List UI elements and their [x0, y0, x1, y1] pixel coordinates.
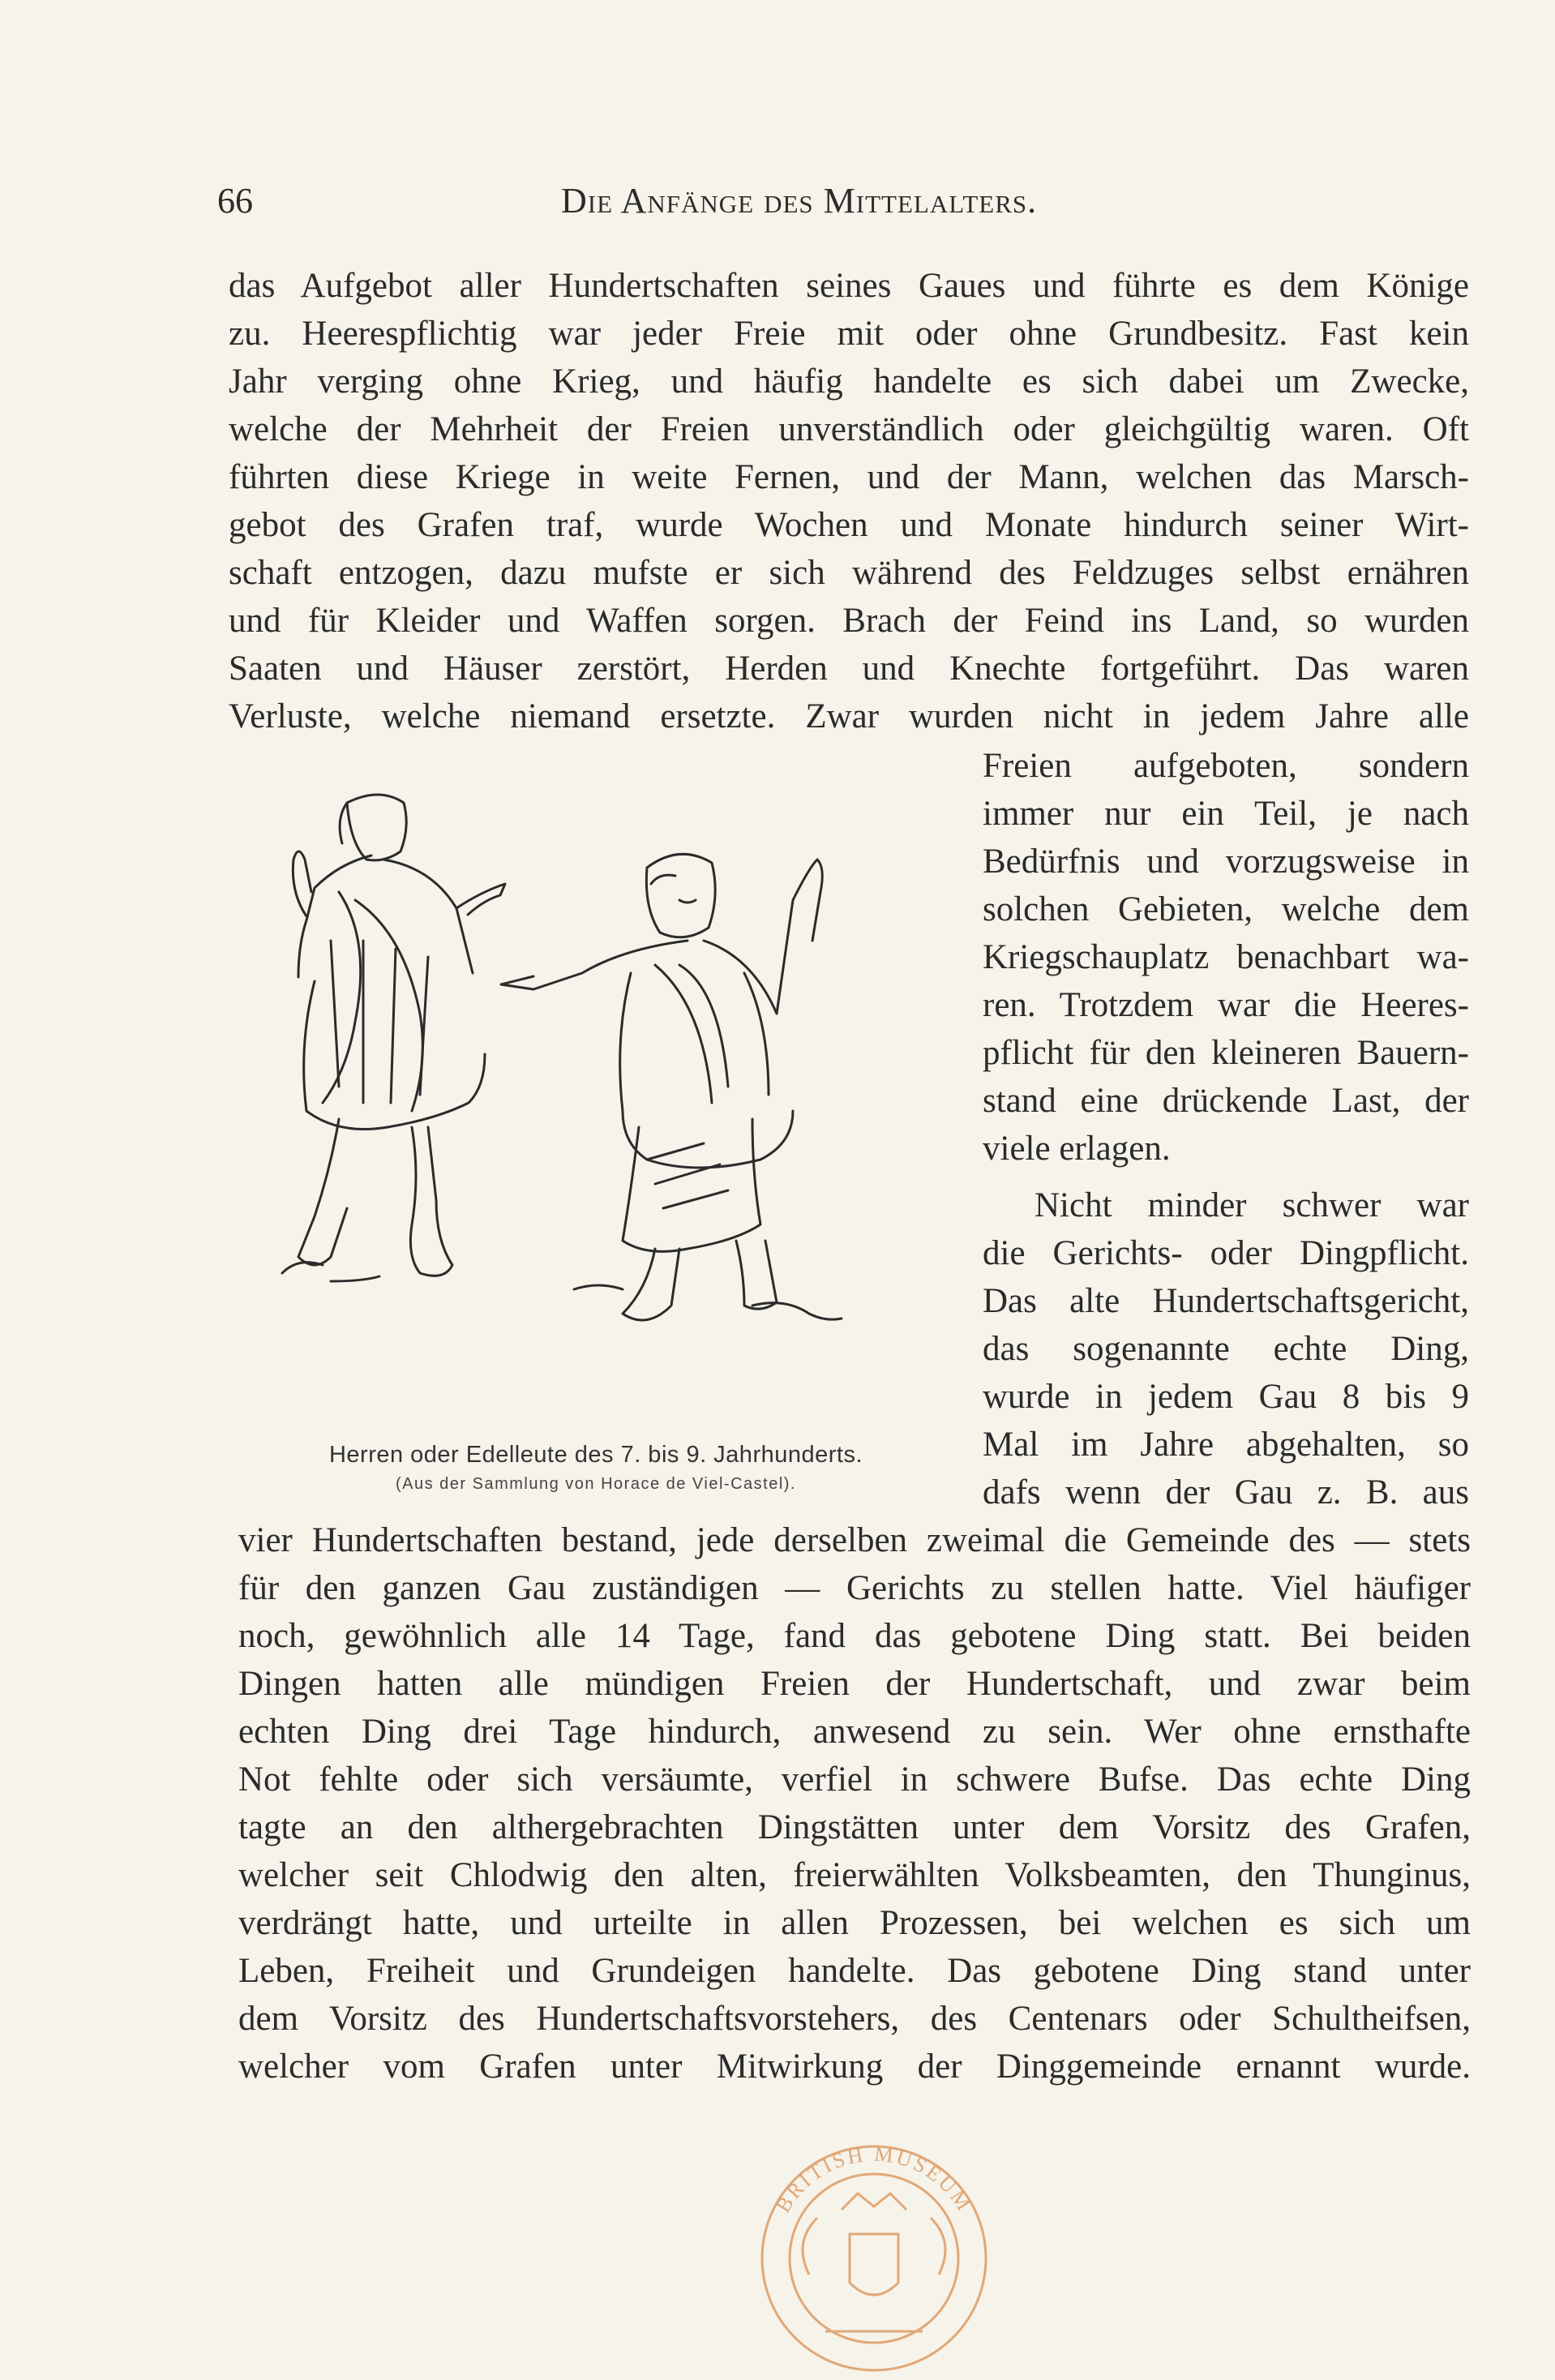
running-title: Die Anfänge des Mittelalters. — [561, 181, 1038, 221]
column-line: pflicht für den kleineren Bauern- — [983, 1034, 1469, 1072]
stamp-text: BRITISH MUSEUM — [771, 2142, 977, 2217]
column-line: Mal im Jahre abgehalten, so — [983, 1426, 1469, 1464]
column-line: wurde in jedem Gau 8 bis 9 — [983, 1378, 1469, 1416]
column-line: Bedürfnis und vorzugsweise in — [983, 843, 1469, 881]
column-line: immer nur ein Teil, je nach — [983, 795, 1469, 833]
body-line: welche der Mehrheit der Freien unverständlich oder gleichgültig waren. Oft — [229, 410, 1469, 448]
column-line: das sogenannte echte Ding, — [983, 1330, 1469, 1368]
column-line: ren. Trotzdem war die Heeres- — [983, 986, 1469, 1024]
right-figure — [501, 854, 842, 1320]
page-number: 66 — [217, 181, 253, 221]
body-line: gebot des Grafen traf, wurde Wochen und Monate hindurch seiner Wirt- — [229, 506, 1469, 544]
column-line: Freien aufgeboten, sondern — [983, 747, 1469, 785]
body-line: welcher vom Grafen unter Mitwirkung der Dinggemeinde ernannt wurde. — [238, 2048, 1471, 2086]
body-line: zu. Heerespflichtig war jeder Freie mit oder ohne Grundbesitz. Fast kein — [229, 315, 1469, 353]
body-line: verdrängt hatte, und urteilte in allen Prozessen, bei welchen es sich um — [238, 1904, 1471, 1942]
body-line: und für Kleider und Waffen sorgen. Brach der Feind ins Land, so wurden — [229, 602, 1469, 640]
body-line: Leben, Freiheit und Grundeigen handelte. Das gebotene Ding stand unter — [238, 1952, 1471, 1990]
body-line: Jahr verging ohne Krieg, und häufig handelte es sich dabei um Zwecke, — [229, 362, 1469, 401]
body-line: für den ganzen Gau zuständigen — Gerichts zu stellen hatte. Viel häufiger — [238, 1569, 1471, 1607]
column-line: Das alte Hundertschaftsgericht, — [983, 1282, 1469, 1320]
body-line: führten diese Kriege in weite Fernen, und der Mann, welchen das Marsch- — [229, 458, 1469, 496]
body-line: dem Vorsitz des Hundertschaftsvorstehers, des Centenars oder Schultheifsen, — [238, 2000, 1471, 2038]
body-line: tagte an den althergebrachten Dingstätten unter dem Vorsitz des Grafen, — [238, 1808, 1471, 1846]
body-line: noch, gewöhnlich alle 14 Tage, fand das gebotene Ding statt. Bei beiden — [238, 1617, 1471, 1655]
body-line: Verluste, welche niemand ersetzte. Zwar wurden nicht in jedem Jahre alle — [229, 697, 1469, 735]
column-line: dafs wenn der Gau z. B. aus — [983, 1473, 1469, 1512]
body-line: welcher seit Chlodwig den alten, freierwählten Volksbeamten, den Thunginus, — [238, 1856, 1471, 1894]
body-line: vier Hundertschaften bestand, jede derselben zweimal die Gemeinde des — stets — [238, 1521, 1471, 1559]
body-line: Not fehlte oder sich versäumte, verfiel in schwere Bufse. Das echte Ding — [238, 1760, 1471, 1799]
caption-main: Herren oder Edelleute des 7. bis 9. Jahrhunderts. — [328, 1442, 863, 1468]
caption-source: (Aus der Sammlung von Horace de Viel-Castel). — [396, 1475, 796, 1493]
figure-illustration — [250, 778, 963, 1411]
column-line: die Gerichts- oder Dingpflicht. — [983, 1234, 1469, 1272]
figure-caption — [243, 1442, 949, 1494]
library-stamp-icon — [744, 2137, 1004, 2380]
column-line: stand eine drückende Last, der — [983, 1082, 1469, 1120]
body-line: Saaten und Häuser zerstört, Herden und Knechte fortgeführt. Das waren — [229, 650, 1469, 688]
page-header — [217, 180, 1174, 229]
left-figure — [282, 795, 505, 1281]
body-line: Dingen hatten alle mündigen Freien der Hundertschaft, und zwar beim — [238, 1665, 1471, 1703]
column-line: viele erlagen. — [983, 1130, 1171, 1168]
column-line: solchen Gebieten, welche dem — [983, 890, 1469, 928]
column-line: Kriegschauplatz benachbart wa- — [983, 938, 1469, 976]
body-line: schaft entzogen, dazu mufste er sich während des Feldzuges selbst ernähren — [229, 554, 1469, 592]
body-line: das Aufgebot aller Hundertschaften seines Gaues und führte es dem Könige — [229, 267, 1469, 305]
column-line: Nicht minder schwer war — [1035, 1186, 1469, 1224]
body-line: echten Ding drei Tage hindurch, anwesend zu sein. Wer ohne ernsthafte — [238, 1713, 1471, 1751]
